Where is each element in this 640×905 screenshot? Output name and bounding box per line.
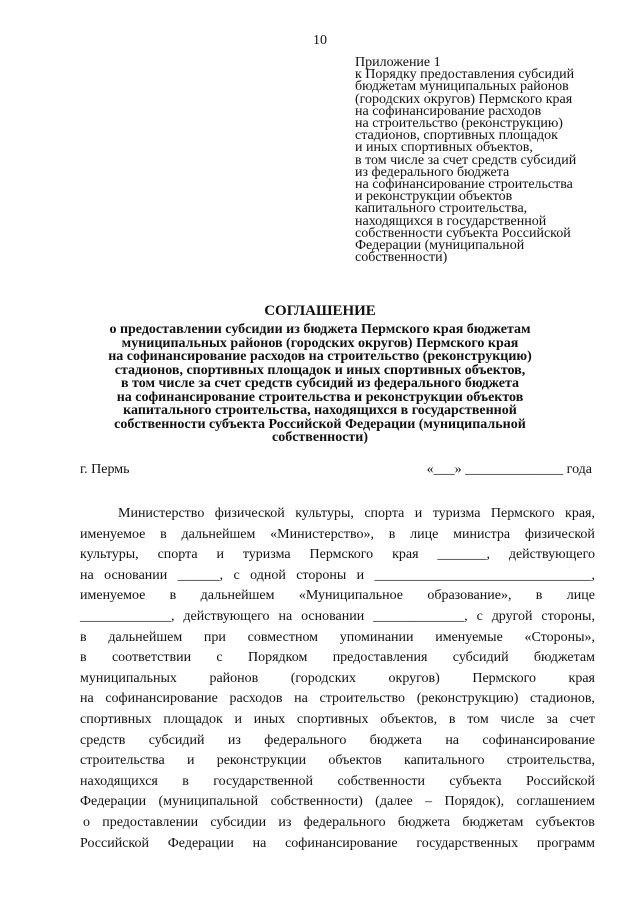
body-word: из bbox=[278, 814, 292, 830]
body-word: упоминании bbox=[339, 629, 414, 645]
body-word: округов) bbox=[388, 670, 440, 686]
document-title: СОГЛАШЕНИЕ bbox=[264, 303, 376, 319]
body-word: софинансирование bbox=[105, 691, 218, 707]
body-word: и bbox=[356, 567, 365, 583]
body-word: о bbox=[83, 814, 90, 830]
body-word: находящихся bbox=[80, 773, 158, 789]
body-word: субъекта bbox=[449, 773, 502, 789]
body-word: лице bbox=[566, 588, 595, 604]
body-word: физической bbox=[214, 506, 285, 521]
subtitle-line: о предоставлении субсидии из бюджета Пермского края бюджетам bbox=[109, 322, 531, 337]
body-word: бюджета bbox=[397, 814, 451, 830]
body-word: из bbox=[227, 732, 241, 748]
body-line bbox=[80, 731, 595, 752]
body-word: стороны bbox=[296, 567, 347, 583]
body-line bbox=[80, 772, 595, 793]
body-word: в bbox=[80, 629, 87, 645]
subtitle-line: капитального строительства, находящихся в государственной bbox=[123, 403, 517, 418]
body-word: спортивных bbox=[80, 711, 152, 727]
body-word: спорта bbox=[364, 506, 405, 521]
subtitle-line: муниципальных районов (городских округов) Пермского края bbox=[121, 335, 519, 351]
subtitle-line: в том числе за счет средств субсидий из федерального бюджета bbox=[120, 376, 520, 391]
place-date-row bbox=[80, 462, 592, 478]
body-line bbox=[80, 792, 595, 813]
body-word: культуры, bbox=[80, 547, 139, 563]
body-word: том bbox=[467, 711, 489, 727]
body-word: _______________________________, bbox=[374, 567, 595, 583]
body-line bbox=[80, 545, 595, 566]
appendix-header bbox=[355, 57, 615, 264]
body-word: действующего bbox=[183, 608, 270, 624]
body-word: субсидии bbox=[210, 814, 267, 830]
body-word: «Министерство», bbox=[270, 526, 374, 542]
body-word: площадок bbox=[163, 711, 223, 727]
body-word: федерального bbox=[303, 814, 386, 830]
body-line bbox=[80, 751, 595, 772]
appendix-line: в том числе за счет средств субсидий bbox=[355, 152, 577, 168]
subtitle-line: на софинансирование строительства и реконструкции объектов bbox=[116, 389, 524, 405]
body-word: – bbox=[425, 794, 433, 810]
appendix-line: находящихся в государственной bbox=[355, 213, 547, 229]
body-word: края bbox=[568, 670, 595, 686]
body-word: средств bbox=[80, 732, 126, 748]
appendix-line: и реконструкции объектов bbox=[355, 189, 513, 205]
body-word: субъектов bbox=[535, 814, 595, 830]
appendix-line: собственности) bbox=[355, 250, 448, 266]
body-word: на bbox=[80, 691, 94, 707]
body-word: (далее bbox=[375, 794, 413, 810]
body-word: основании bbox=[104, 567, 168, 583]
body-word: спортивных bbox=[296, 711, 369, 727]
body-line bbox=[80, 710, 595, 731]
body-word: иных bbox=[253, 711, 286, 727]
body-word: физической bbox=[524, 526, 595, 542]
body-line bbox=[80, 504, 595, 525]
body-word: туризма bbox=[242, 547, 291, 563]
appendix-line: собственности субъекта Российской bbox=[355, 225, 571, 241]
body-word: именуемое bbox=[80, 588, 146, 604]
body-word: строительства, bbox=[506, 753, 595, 769]
body-word: Порядок), bbox=[444, 794, 505, 810]
body-word: дальнейшем bbox=[108, 629, 183, 645]
body-word: Федерации bbox=[167, 835, 234, 851]
appendix-line: Федерации (муниципальной bbox=[355, 238, 525, 254]
body-word: образование», bbox=[427, 588, 512, 604]
appendix-line: и иных спортивных объектов, bbox=[355, 140, 533, 156]
body-word: расходов bbox=[229, 691, 283, 707]
body-word: на bbox=[445, 732, 460, 748]
body-word: софинансирование bbox=[285, 835, 398, 851]
appendix-line: к Порядку предоставления субсидий bbox=[355, 67, 575, 83]
body-word: (реконструкцию) bbox=[416, 691, 519, 707]
body-word: с bbox=[233, 567, 240, 583]
body-line bbox=[80, 834, 595, 855]
body-line bbox=[80, 525, 595, 546]
body-word: основании bbox=[301, 608, 365, 624]
body-word: Пермского bbox=[472, 670, 537, 686]
body-word: края, bbox=[565, 506, 595, 521]
body-line bbox=[80, 566, 595, 587]
appendix-line: на строительство (реконструкцию) bbox=[355, 116, 563, 132]
body-word: бюджетам bbox=[462, 814, 524, 830]
body-word: соглашением bbox=[516, 794, 595, 810]
body-line bbox=[80, 586, 595, 607]
appendix-line: Приложение 1 bbox=[355, 55, 441, 70]
body-line bbox=[80, 648, 595, 669]
body-line bbox=[80, 689, 595, 710]
body-word: другой bbox=[491, 608, 533, 624]
body-word: муниципальных bbox=[80, 670, 177, 686]
body-word: предоставления bbox=[332, 650, 428, 666]
body-word: и bbox=[234, 711, 243, 727]
body-word: лице bbox=[410, 526, 439, 542]
appendix-line: из федерального бюджета bbox=[355, 164, 510, 180]
body-word: «Муниципальное bbox=[298, 588, 403, 604]
body-word: стадионов, bbox=[530, 691, 595, 707]
subtitle-line: стадионов, спортивных площадок и иных спортивных объектов, bbox=[114, 362, 526, 378]
body-word: государственных bbox=[416, 835, 519, 851]
body-word: с bbox=[216, 650, 223, 666]
body-word: Пермского bbox=[309, 547, 374, 563]
body-word: Пермского bbox=[490, 506, 555, 521]
body-word: Порядком bbox=[247, 650, 308, 666]
body-word: на bbox=[278, 608, 293, 624]
body-word: Федерации bbox=[80, 794, 147, 810]
body-word: туризма bbox=[432, 506, 481, 521]
body-word: бюджетам bbox=[533, 650, 595, 666]
body-word: за bbox=[546, 711, 558, 727]
body-word: _______, bbox=[437, 547, 490, 563]
body-word: дальнейшем bbox=[200, 588, 275, 604]
body-word: Министерство bbox=[118, 506, 205, 521]
body-word: в bbox=[169, 588, 177, 604]
body-word: дальнейшем bbox=[181, 526, 256, 542]
subtitle-line: собственности) bbox=[271, 430, 369, 445]
body-word: края bbox=[392, 547, 419, 563]
body-word: государственной bbox=[213, 773, 314, 789]
body-word: и bbox=[414, 506, 423, 521]
body-word: одной bbox=[250, 567, 286, 583]
body-word: строительство bbox=[319, 691, 406, 707]
body-word: в bbox=[182, 773, 189, 789]
body-word: на bbox=[252, 835, 267, 851]
body-word: в bbox=[80, 650, 87, 666]
body-word: (муниципальной bbox=[158, 794, 259, 810]
body-word: районов bbox=[209, 670, 259, 686]
body-word: стороны, bbox=[541, 608, 595, 624]
body-word: субсидий bbox=[452, 650, 509, 666]
body-word: строительства bbox=[80, 753, 165, 769]
body-word: федерального bbox=[264, 732, 347, 748]
body-word: Российской bbox=[80, 835, 149, 851]
body-word: «Стороны», bbox=[524, 629, 595, 645]
body-word: субсидий bbox=[148, 732, 205, 748]
body-word: _____________, bbox=[80, 608, 175, 624]
body-word: в bbox=[448, 711, 456, 727]
body-word: культуры, bbox=[295, 506, 354, 521]
body-word: собственности) bbox=[270, 794, 363, 810]
body-word: в bbox=[388, 526, 396, 542]
body-word: на bbox=[294, 691, 308, 707]
body-word: счет bbox=[569, 711, 595, 727]
body-word: программ bbox=[536, 835, 595, 851]
body-word: и bbox=[186, 753, 195, 769]
appendix-line: капитального строительства, bbox=[355, 201, 528, 217]
body-word: объектов, bbox=[380, 711, 438, 727]
body-word: министра bbox=[453, 526, 511, 542]
agreement-body bbox=[80, 504, 595, 854]
body-word: реконструкции bbox=[216, 753, 307, 769]
body-word: (городских bbox=[290, 670, 357, 686]
body-word: капитального bbox=[404, 753, 485, 769]
agreement-date: «___» ______________ года bbox=[426, 462, 592, 477]
body-word: числе bbox=[500, 711, 535, 727]
body-word: соответствии bbox=[111, 650, 192, 666]
body-line bbox=[80, 607, 595, 628]
appendix-line: бюджетам муниципальных районов bbox=[355, 79, 569, 95]
page-number: 10 bbox=[313, 33, 327, 48]
body-word: именуемые bbox=[435, 629, 503, 645]
place: г. Пермь bbox=[80, 462, 130, 477]
body-line bbox=[80, 628, 595, 649]
body-word: на bbox=[80, 567, 94, 583]
body-word: _____________, bbox=[373, 608, 468, 624]
document-subtitle bbox=[80, 323, 560, 445]
body-word: Российской bbox=[526, 773, 595, 789]
appendix-line: стадионов, спортивных площадок bbox=[355, 128, 558, 144]
body-word: софинансирование bbox=[482, 732, 595, 748]
body-word: объектов bbox=[328, 753, 382, 769]
subtitle-line: собственности субъекта Российской Федерации (муниципальной bbox=[114, 416, 526, 432]
body-word: предоставлении bbox=[102, 814, 199, 830]
body-word: и bbox=[216, 547, 224, 563]
body-word: действующего bbox=[508, 547, 595, 563]
body-line bbox=[80, 669, 595, 690]
body-line bbox=[80, 813, 595, 834]
body-word: бюджета bbox=[369, 732, 422, 748]
appendix-line: на софинансирование расходов bbox=[355, 103, 542, 119]
body-word: при bbox=[203, 629, 226, 645]
subtitle-line: на софинансирование расходов на строительство (реконструкцию) bbox=[108, 349, 532, 364]
body-word: в bbox=[535, 588, 543, 604]
body-word: совместном bbox=[247, 629, 319, 645]
appendix-line: (городских округов) Пермского края bbox=[355, 91, 573, 107]
body-word: в bbox=[160, 526, 167, 542]
body-word: собственности bbox=[337, 773, 426, 789]
body-word: спорта bbox=[157, 547, 198, 563]
body-word: с bbox=[476, 608, 483, 624]
body-word: ______, bbox=[177, 567, 224, 583]
body-word: именуемое bbox=[80, 526, 146, 542]
appendix-line: на софинансирование строительства bbox=[355, 177, 573, 193]
